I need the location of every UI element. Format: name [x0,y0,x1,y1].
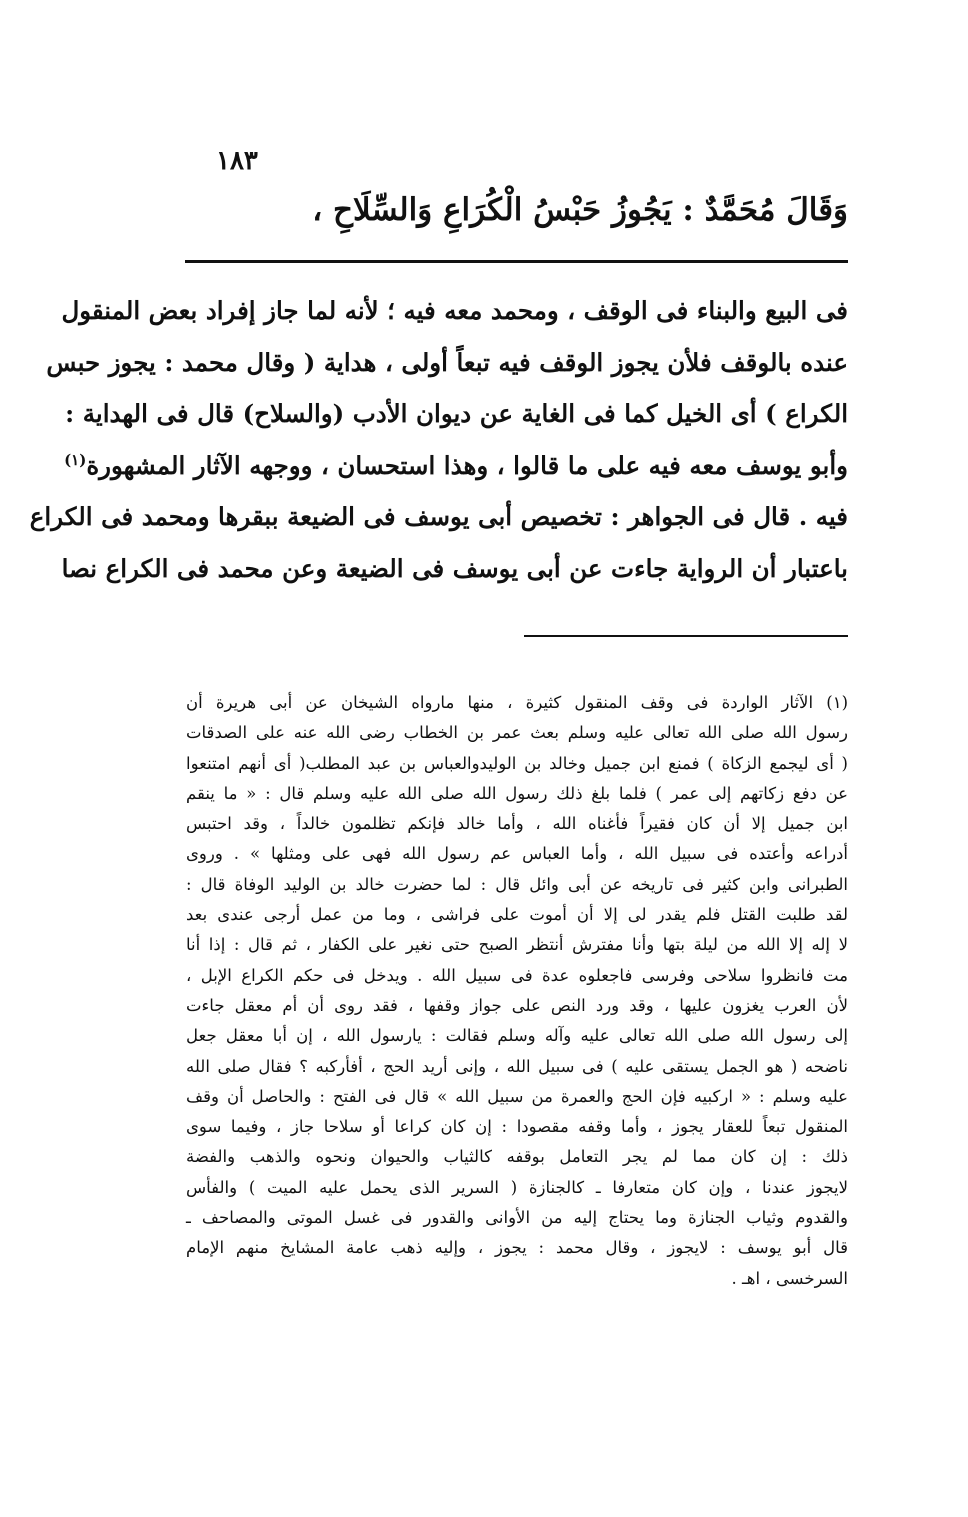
footnote-line: ابن جميل إلا أن كان فقيراً فأغناه الله ، وأما خالد فإنكم تظلمون خالداً ، وقد احتبس [186,814,848,834]
footnote-block [186,688,848,1294]
footnote-line: ناضحه ( هو الجمل يستقى عليه ) فى سبيل الله ، وإنى أريد الحج ، أفأركبه ؟ فقال صلى الله [186,1056,848,1076]
footnote-line: السرخسى ، اهـ . [731,1268,848,1288]
footnote-line: قال أبو يوسف : لايجوز ، وقال محمد : يجوز ، وإليه ذهب عامة المشايخ منهم الإمام [186,1238,848,1258]
commentary-line: عنده بالوقف فلأن يجوز الوقف فيه تبعاً أولى ، هداية ( وقال محمد : يجوز حبس [46,347,848,377]
top-rule [185,260,848,263]
footnote-divider [524,635,848,637]
commentary-line [64,440,848,492]
commentary-block [29,285,848,594]
footnote-line: لأن العرب يغزون عليها ، وقد ورد النص على جواز وقفها ، فقد روى أن أم معقل جاءت [186,995,848,1015]
footnote-line: والقدوم وثياب الجنازة وما يحتاج إليه من الأوانى والقدور فى غسل الموتى والمصاحف ـ [186,1208,848,1228]
commentary-line: باعتبار أن الرواية جاءت عن أبى يوسف فى الضيعة وعن محمد فى الكراع نصا [61,553,848,583]
footnote-line: رسول الله صلى الله تعالى عليه وسلم بعث عمر بن الخطاب رضى الله عنه على الصدقات [186,723,848,743]
footnote-line: إلى رسول الله صلى الله تعالى عليه وآله وسلم فقالت : يارسول الله ، إن أبا معقل جعل [186,1026,848,1046]
footnote-line: الطبرانى وابن كثير فى تاريخه عن أبى وائل قال : لما حضرت خالد بن الوليد الوفاة قال : [186,874,848,894]
footnote-line: ( أى ليجمع الزكاة ) فمنع ابن جميل وخالد بن الوليدوالعباس بن عبد المطلب( أى أنهم امتنعوا [186,753,848,773]
footnote-line: أدراعه وأعتده فى سبيل الله ، وأما العباس عم رسول الله فهى على ومثلها » . وروى [186,844,848,864]
footnote-line: المنقول تبعاً للعقار يجوز ، وأما وقفه مقصودا : إن كان كراعا أو سلاحا جاز ، وفيما سوى [186,1117,848,1137]
page-number: ١٨٣ [216,146,258,176]
matn-heading: وَقَالَ مُحَمَّدٌ : يَجُوزُ حَبْسُ الْكُرَاعِ وَالسِّلَاحِ ، [312,192,848,228]
footnote-line: عن دفع زكاتهم إلى عمر ) فلما بلغ ذلك رسول الله صلى الله عليه وسلم قال : « ما ينقم [186,783,848,803]
footnote-line: ذلك : إن كان مما لم يجر التعامل بوقفه كالثياب والحيوان ونحوه والذهب والفضة [186,1147,848,1167]
commentary-line: فى البيع والبناء فى الوقف ، ومحمد معه فيه ؛ لأنه لما جاز إفراد بعض المنقول [61,296,848,325]
footnote-line: (١) الآثار الواردة فى وقف المنقول كثيرة ، منها مارواه الشيخان عن أبى هريرة أن [186,693,848,712]
commentary-line: فيه . قال فى الجواهر : تخصيص أبى يوسف فى الضيعة ببقرها ومحمد فى الكراع [29,502,848,531]
footnote-reference[interactable]: (١) [64,450,87,469]
footnote-line: لقد طلبت القتل فلم يقدر لى إلا أن أموت على فراشى ، وما من عمل أرجى عندى بعد [186,905,848,925]
footnote-line: عليه وسلم : « اركبيه فإن الحج والعمرة من سبيل الله » قال فى الفتح : والحاصل أن وقف [186,1086,848,1106]
commentary-line: الكراع ) أى الخيل كما فى الغاية عن ديوان الأدب (والسلاح) قال فى الهداية : [65,399,848,428]
footnote-line: لا إله إلا الله من ليلة بتها وأنا مفترش أنتظر الصبح حتى نغير على الكفار ، ثم قال : إذا أنا [186,935,848,955]
footnote-line: لايجوز عندنا ، وإن كان متعارفا ـ كالجنازة ( السرير الذى يحمل عليه الميت ) والفأس [186,1177,848,1197]
commentary-line-text: وأبو يوسف معه فيه على ما قالوا ، وهذا استحسان ، ووجهه الآثار المشهورة [86,450,848,480]
footnote-line: مت فانظروا سلاحى وفرسى فاجعلوه عدة فى سبيل الله . ويدخل فى حكم الكراع الإبل ، [186,965,848,985]
